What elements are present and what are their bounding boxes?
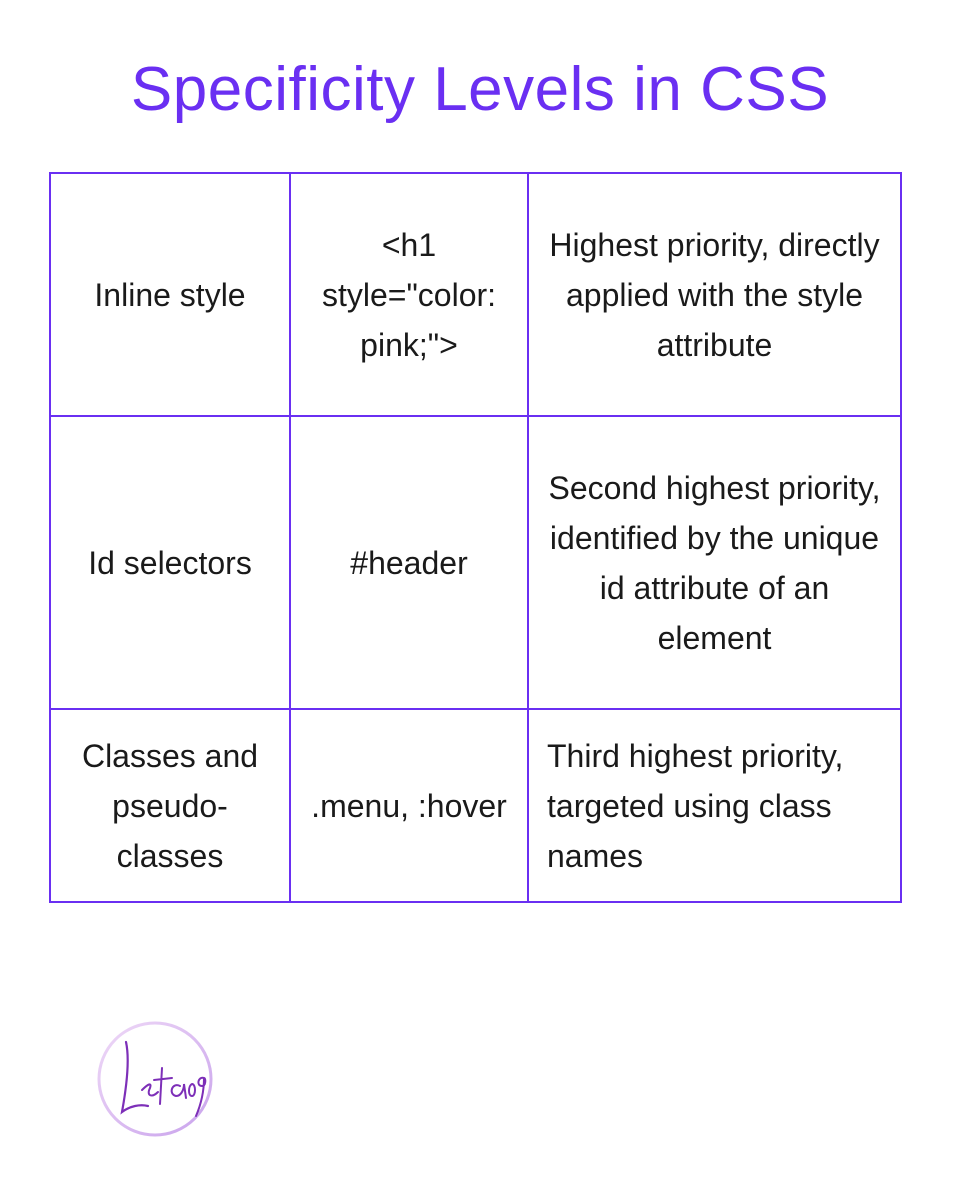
example-cell: <h1 style="color: pink;"> xyxy=(290,173,528,416)
specificity-table xyxy=(49,172,902,903)
example-cell: #header xyxy=(290,416,528,709)
description-cell: Second highest priority, identified by the unique id attribute of an element xyxy=(528,416,901,709)
table-row xyxy=(50,416,901,709)
description-cell: Highest priority, directly applied with the style attribute xyxy=(528,173,901,416)
page-title: Specificity Levels in CSS xyxy=(130,55,830,124)
signature-logo-icon xyxy=(96,1020,214,1138)
selector-type-cell: Inline style xyxy=(50,173,290,416)
table-row xyxy=(50,709,901,902)
signature-logo xyxy=(96,1020,214,1138)
table-row xyxy=(50,173,901,416)
selector-type-cell: Id selectors xyxy=(50,416,290,709)
description-cell: Third highest priority, targeted using class names xyxy=(528,709,901,902)
example-cell: .menu, :hover xyxy=(290,709,528,902)
selector-type-cell: Classes and pseudo-classes xyxy=(50,709,290,902)
